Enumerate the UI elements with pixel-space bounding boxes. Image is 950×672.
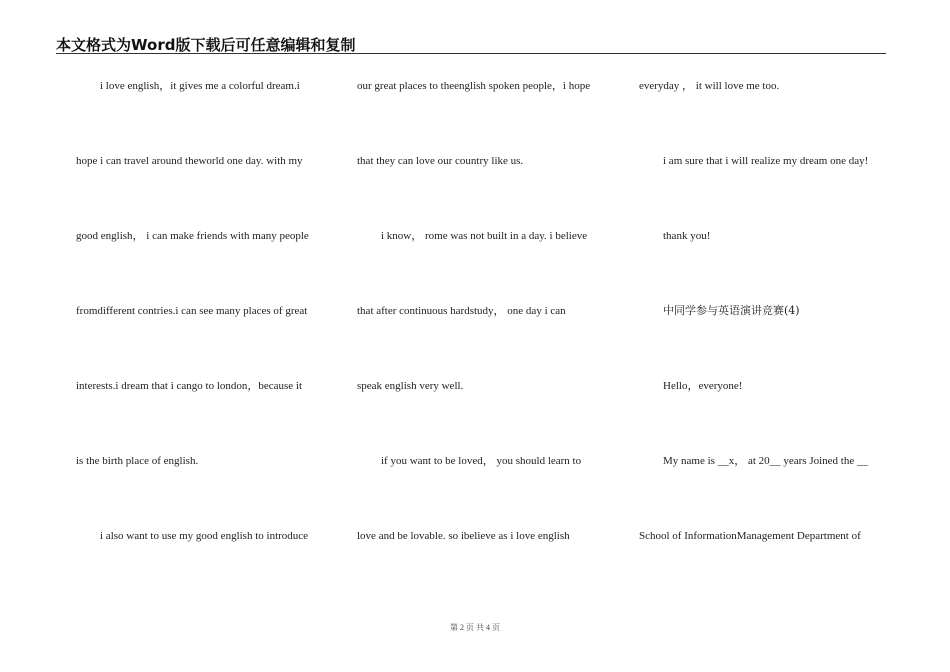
header-divider — [56, 53, 886, 54]
page-number-footer: 第 2 页 共 4 页 — [450, 623, 500, 632]
column-2-line-5: speak english very well. — [357, 380, 464, 392]
column-3-line-7: School of InformationManagement Department of — [639, 530, 861, 542]
column-1-line-2: hope i can travel around theworld one day. with my — [76, 155, 303, 167]
column-3-section-heading: 中同学参与英语演讲竞赛(4) — [663, 304, 800, 317]
column-1-line-5: interests.i dream that i cango to london，because it — [76, 380, 303, 392]
column-1-line-3: good english， i can make friends with many people — [76, 230, 309, 242]
column-3-line-5: Hello，everyone! — [663, 380, 743, 392]
column-2-line-3: i know， rome was not built in a day. i believe — [381, 230, 588, 242]
column-2-line-2: that they can love our country like us. — [357, 155, 524, 167]
column-3-line-3: thank you! — [663, 230, 711, 242]
column-3-line-6: My name is __x， at 20__ years Joined the __ — [663, 455, 868, 467]
column-3-line-1: everyday ， it will love me too. — [639, 80, 780, 92]
column-2-line-4: that after continuous hardstudy， one day i can — [357, 305, 566, 317]
document-header-title: 本文格式为Word版下载后可任意编辑和复制 — [56, 36, 356, 54]
column-2-line-7: love and be lovable. so ibelieve as i love english — [357, 530, 570, 542]
column-1-line-1: i love english，it gives me a colorful dream.i — [100, 80, 300, 92]
column-3-line-2: i am sure that i will realize my dream one day! — [663, 155, 869, 167]
column-2-line-6: if you want to be loved， you should learn to — [381, 455, 582, 467]
column-2-line-1: our great places to theenglish spoken people，i hope — [357, 80, 591, 92]
column-1-line-6: is the birth place of english. — [76, 455, 199, 467]
column-1-line-7: i also want to use my good english to introduce — [100, 530, 309, 542]
column-1-line-4: fromdifferent contries.i can see many places of great — [76, 305, 308, 317]
